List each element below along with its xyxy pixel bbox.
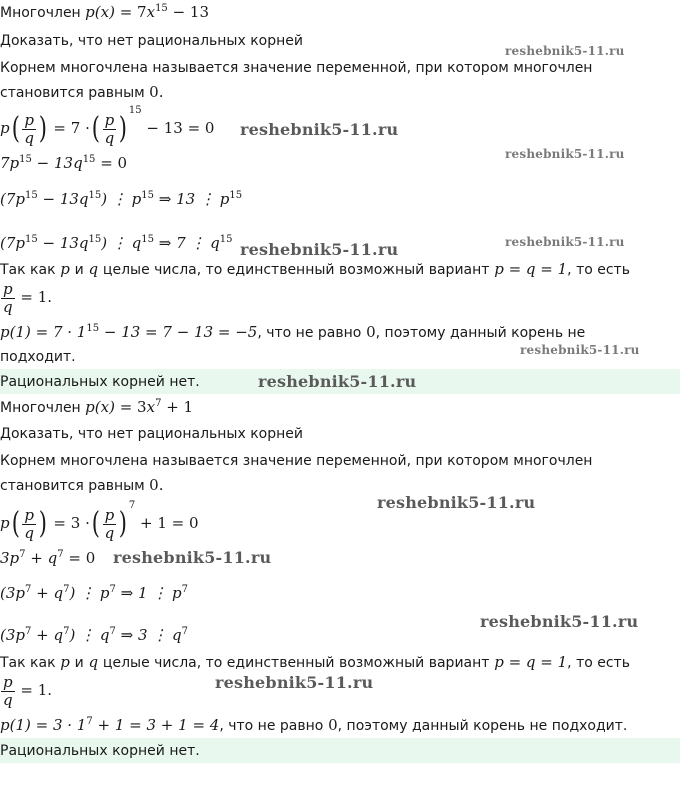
watermark: reshebnik5-11.ru — [258, 372, 417, 391]
p1-definition-line2: становится равным 0. — [0, 83, 164, 101]
p1-definition-line1: Корнем многочлена называется значение переменной, при котором многочлен — [0, 60, 593, 76]
watermark: reshebnik5-11.ru — [377, 493, 536, 512]
watermark: reshebnik5-11.ru — [113, 548, 272, 567]
p2-heading: Многочлен $p(x) = 3x^7 + 1$ — [0, 398, 194, 416]
p2-task: Доказать, что нет рациональных корней — [0, 426, 303, 442]
p2-definition-line1: Корнем многочлена называется значение переменной, при котором многочлен — [0, 453, 593, 469]
frac-p-over-q: $\frac{p}{q}$ — [3, 672, 13, 709]
p1-divisibility-p: $(7p^{15} - 13q^{15})$ ⋮ $p^{15}$ ⇒ 13 ⋮ $p^{15}$ — [0, 190, 243, 208]
p1-equation: $7p^{15} - 13q^{15} = 0$ — [0, 154, 128, 172]
p2-conclusion: Рациональных корней нет. — [0, 743, 200, 759]
p1-since-line: Так как p и q целые числа, то единственный возможный вариант p = q = 1, то есть — [0, 260, 630, 278]
p1-substitution: p( $\frac{p}{q}$ ) = 7 ·( $\frac{p}{q}$ )$^{15}$ − 13 = 0 — [0, 105, 215, 147]
p1-check-line2: подходит. — [0, 349, 76, 365]
watermark: reshebnik5-11.ru — [505, 147, 625, 161]
p2-equation: $3p^7 + q^7 = 0$ — [0, 549, 96, 567]
p2-fraction-result: $\frac{p}{q}$ = 1. — [3, 672, 53, 709]
watermark: reshebnik5-11.ru — [215, 673, 374, 692]
p1-divisibility-q: $(7p^{15} - 13q^{15})$ ⋮ $q^{15}$ ⇒ 7 ⋮ $q^{15}$ — [0, 234, 233, 252]
watermark: reshebnik5-11.ru — [520, 343, 640, 357]
p1-fraction-result: $\frac{p}{q}$ = 1. — [3, 279, 53, 316]
frac-p-over-q: $\frac{p}{q}$ — [3, 279, 13, 316]
watermark: reshebnik5-11.ru — [505, 44, 625, 58]
p1-task: Доказать, что нет рациональных корней — [0, 33, 303, 49]
watermark: reshebnik5-11.ru — [480, 612, 639, 631]
p2-check-line: $p(1) = 3 \cdot 1^7 + 1 = 3 + 1 = 4$, что не равно 0, поэтому данный корень не подходит. — [0, 716, 628, 734]
frac-p-over-q: $\frac{p}{q}$ — [24, 110, 34, 147]
p1-conclusion: Рациональных корней нет. — [0, 374, 200, 390]
p1-check-line1: $p(1) = 7 \cdot 1^{15} - 13 = 7 - 13 = -5$, что не равно 0, поэтому данный корень не — [0, 323, 586, 341]
watermark: reshebnik5-11.ru — [240, 120, 399, 139]
p2-divisibility-q: $(3p^7 + q^7)$ ⋮ $q^7$ ⇒ 3 ⋮ $q^7$ — [0, 626, 189, 644]
frac-p-over-q: $\frac{p}{q}$ — [104, 505, 115, 542]
p2-since-line: Так как p и q целые числа, то единственный возможный вариант p = q = 1, то есть — [0, 653, 630, 671]
frac-p-over-q: $\frac{p}{q}$ — [24, 505, 34, 542]
p1-heading: Многочлен $p(x) = 7x^{15} - 13$ — [0, 3, 209, 21]
p2-definition-line2: становится равным 0. — [0, 476, 164, 494]
watermark: reshebnik5-11.ru — [505, 235, 625, 249]
p2-divisibility-p: $(3p^7 + q^7)$ ⋮ $p^7$ ⇒ 1 ⋮ $p^7$ — [0, 584, 189, 602]
p2-substitution: p( $\frac{p}{q}$ ) = 3 ·( $\frac{p}{q}$ )$^7$ + 1 = 0 — [0, 500, 199, 542]
frac-p-over-q: $\frac{p}{q}$ — [104, 110, 115, 147]
watermark: reshebnik5-11.ru — [240, 240, 399, 259]
